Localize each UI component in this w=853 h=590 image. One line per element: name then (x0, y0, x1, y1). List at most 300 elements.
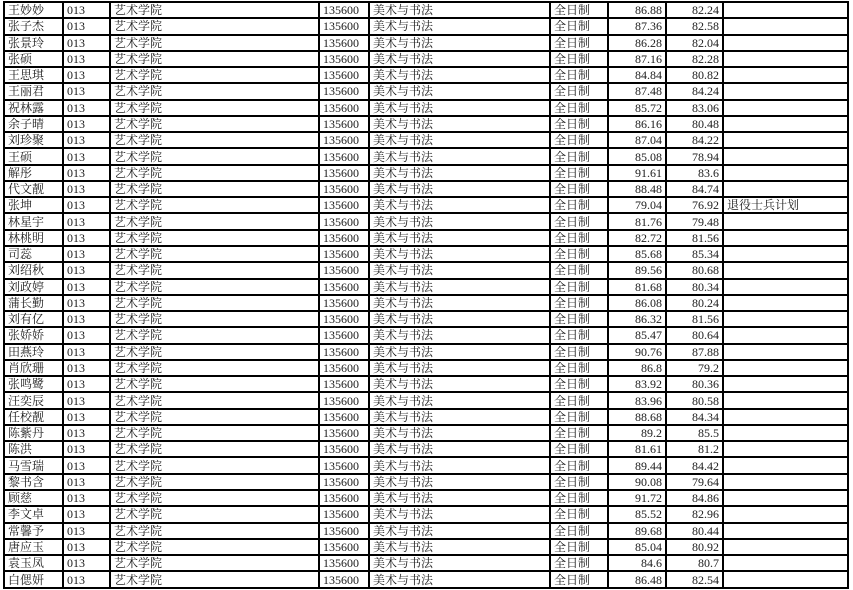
cell-score-2: 80.48 (666, 116, 723, 132)
cell-dept-code: 013 (63, 279, 110, 295)
table-row (4, 392, 848, 408)
cell-score-1: 85.08 (608, 148, 666, 164)
cell-study-type: 全日制 (550, 311, 608, 327)
cell-note (723, 246, 848, 262)
cell-score-1: 81.76 (608, 213, 666, 229)
table-row (4, 213, 848, 229)
cell-note (723, 116, 848, 132)
cell-study-type: 全日制 (550, 279, 608, 295)
cell-major-code: 135600 (319, 2, 369, 18)
table-row (4, 35, 848, 51)
cell-score-2: 80.7 (666, 555, 723, 571)
table-row (4, 555, 848, 571)
cell-college: 艺术学院 (110, 506, 319, 522)
cell-note (723, 409, 848, 425)
cell-score-1: 88.68 (608, 409, 666, 425)
cell-study-type: 全日制 (550, 360, 608, 376)
cell-major-code: 135600 (319, 523, 369, 539)
cell-note (723, 148, 848, 164)
cell-college: 艺术学院 (110, 35, 319, 51)
cell-college: 艺术学院 (110, 67, 319, 83)
cell-major: 美术与书法 (369, 67, 550, 83)
cell-study-type: 全日制 (550, 35, 608, 51)
cell-college: 艺术学院 (110, 181, 319, 197)
cell-score-2: 84.24 (666, 83, 723, 99)
table-row (4, 67, 848, 83)
cell-major-code: 135600 (319, 327, 369, 343)
cell-name: 代文靓 (4, 181, 63, 197)
cell-college: 艺术学院 (110, 457, 319, 473)
cell-name: 林桃明 (4, 230, 63, 246)
cell-dept-code: 013 (63, 132, 110, 148)
cell-major-code: 135600 (319, 246, 369, 262)
table-row (4, 360, 848, 376)
cell-dept-code: 013 (63, 571, 110, 588)
cell-name: 林星宇 (4, 213, 63, 229)
cell-score-1: 79.04 (608, 197, 666, 213)
cell-name: 肖欣珊 (4, 360, 63, 376)
cell-dept-code: 013 (63, 230, 110, 246)
cell-major-code: 135600 (319, 555, 369, 571)
cell-note (723, 376, 848, 392)
cell-study-type: 全日制 (550, 262, 608, 278)
cell-dept-code: 013 (63, 376, 110, 392)
cell-score-1: 86.16 (608, 116, 666, 132)
table-row (4, 506, 848, 522)
cell-major: 美术与书法 (369, 506, 550, 522)
cell-college: 艺术学院 (110, 539, 319, 555)
cell-note (723, 555, 848, 571)
cell-name: 张坤 (4, 197, 63, 213)
cell-score-1: 83.92 (608, 376, 666, 392)
cell-dept-code: 013 (63, 295, 110, 311)
cell-note (723, 262, 848, 278)
cell-study-type: 全日制 (550, 392, 608, 408)
cell-major-code: 135600 (319, 571, 369, 588)
cell-study-type: 全日制 (550, 474, 608, 490)
cell-major: 美术与书法 (369, 181, 550, 197)
cell-name: 祝林露 (4, 100, 63, 116)
cell-score-2: 82.04 (666, 35, 723, 51)
table-row (4, 100, 848, 116)
cell-major-code: 135600 (319, 148, 369, 164)
cell-score-2: 80.34 (666, 279, 723, 295)
results-table-body (4, 2, 848, 588)
cell-study-type: 全日制 (550, 425, 608, 441)
cell-score-1: 86.08 (608, 295, 666, 311)
cell-score-1: 86.28 (608, 35, 666, 51)
cell-study-type: 全日制 (550, 67, 608, 83)
cell-major: 美术与书法 (369, 165, 550, 181)
cell-name: 王丽君 (4, 83, 63, 99)
cell-study-type: 全日制 (550, 295, 608, 311)
cell-major: 美术与书法 (369, 197, 550, 213)
cell-note (723, 213, 848, 229)
table-row (4, 262, 848, 278)
cell-dept-code: 013 (63, 181, 110, 197)
cell-name: 唐应玉 (4, 539, 63, 555)
cell-study-type: 全日制 (550, 148, 608, 164)
cell-major-code: 135600 (319, 230, 369, 246)
cell-dept-code: 013 (63, 474, 110, 490)
cell-name: 蒲长勤 (4, 295, 63, 311)
cell-major: 美术与书法 (369, 539, 550, 555)
cell-note (723, 51, 848, 67)
cell-college: 艺术学院 (110, 376, 319, 392)
cell-major: 美术与书法 (369, 571, 550, 588)
cell-study-type: 全日制 (550, 327, 608, 343)
cell-note (723, 181, 848, 197)
cell-name: 刘珍聚 (4, 132, 63, 148)
cell-score-1: 86.88 (608, 2, 666, 18)
cell-score-2: 84.22 (666, 132, 723, 148)
cell-dept-code: 013 (63, 148, 110, 164)
cell-score-2: 80.44 (666, 523, 723, 539)
cell-study-type: 全日制 (550, 409, 608, 425)
cell-name: 陈洪 (4, 441, 63, 457)
cell-score-1: 84.84 (608, 67, 666, 83)
cell-score-2: 82.24 (666, 2, 723, 18)
cell-major: 美术与书法 (369, 490, 550, 506)
cell-study-type: 全日制 (550, 197, 608, 213)
cell-score-1: 83.96 (608, 392, 666, 408)
cell-score-1: 91.72 (608, 490, 666, 506)
cell-name: 解彤 (4, 165, 63, 181)
cell-score-2: 80.58 (666, 392, 723, 408)
cell-major-code: 135600 (319, 474, 369, 490)
cell-score-1: 86.8 (608, 360, 666, 376)
table-row (4, 571, 848, 588)
cell-major-code: 135600 (319, 311, 369, 327)
cell-major: 美术与书法 (369, 230, 550, 246)
cell-study-type: 全日制 (550, 2, 608, 18)
cell-major: 美术与书法 (369, 35, 550, 51)
cell-major-code: 135600 (319, 376, 369, 392)
cell-note (723, 523, 848, 539)
cell-name: 张硕 (4, 51, 63, 67)
cell-note (723, 506, 848, 522)
cell-score-2: 84.86 (666, 490, 723, 506)
table-row (4, 2, 848, 18)
cell-dept-code: 013 (63, 213, 110, 229)
cell-major: 美术与书法 (369, 132, 550, 148)
cell-name: 顾慈 (4, 490, 63, 506)
cell-note (723, 100, 848, 116)
cell-major: 美术与书法 (369, 18, 550, 34)
cell-study-type: 全日制 (550, 246, 608, 262)
cell-dept-code: 013 (63, 523, 110, 539)
cell-major-code: 135600 (319, 116, 369, 132)
cell-dept-code: 013 (63, 311, 110, 327)
cell-score-1: 90.76 (608, 344, 666, 360)
cell-note (723, 83, 848, 99)
cell-name: 汪奕辰 (4, 392, 63, 408)
cell-name: 张子杰 (4, 18, 63, 34)
cell-note (723, 457, 848, 473)
cell-score-1: 89.2 (608, 425, 666, 441)
cell-major-code: 135600 (319, 100, 369, 116)
cell-dept-code: 013 (63, 360, 110, 376)
table-row (4, 132, 848, 148)
cell-major: 美术与书法 (369, 279, 550, 295)
cell-college: 艺术学院 (110, 523, 319, 539)
cell-score-1: 90.08 (608, 474, 666, 490)
cell-dept-code: 013 (63, 197, 110, 213)
cell-major-code: 135600 (319, 457, 369, 473)
cell-major-code: 135600 (319, 344, 369, 360)
cell-dept-code: 013 (63, 262, 110, 278)
cell-major: 美术与书法 (369, 327, 550, 343)
cell-score-1: 87.16 (608, 51, 666, 67)
cell-dept-code: 013 (63, 165, 110, 181)
cell-dept-code: 013 (63, 344, 110, 360)
cell-name: 任校靓 (4, 409, 63, 425)
cell-study-type: 全日制 (550, 344, 608, 360)
cell-score-1: 89.56 (608, 262, 666, 278)
cell-major: 美术与书法 (369, 425, 550, 441)
cell-dept-code: 013 (63, 490, 110, 506)
cell-name: 陈紫丹 (4, 425, 63, 441)
cell-note (723, 311, 848, 327)
cell-score-2: 83.6 (666, 165, 723, 181)
cell-study-type: 全日制 (550, 181, 608, 197)
cell-note (723, 539, 848, 555)
cell-note (723, 230, 848, 246)
cell-study-type: 全日制 (550, 83, 608, 99)
cell-major-code: 135600 (319, 35, 369, 51)
cell-college: 艺术学院 (110, 279, 319, 295)
cell-name: 李文卓 (4, 506, 63, 522)
cell-score-2: 79.2 (666, 360, 723, 376)
cell-major-code: 135600 (319, 295, 369, 311)
table-row (4, 181, 848, 197)
cell-college: 艺术学院 (110, 2, 319, 18)
table-row (4, 165, 848, 181)
cell-note (723, 2, 848, 18)
cell-study-type: 全日制 (550, 539, 608, 555)
cell-college: 艺术学院 (110, 83, 319, 99)
cell-study-type: 全日制 (550, 116, 608, 132)
cell-note: 退役士兵计划 (723, 197, 848, 213)
cell-score-1: 89.44 (608, 457, 666, 473)
cell-major-code: 135600 (319, 51, 369, 67)
cell-score-1: 87.04 (608, 132, 666, 148)
cell-score-2: 79.48 (666, 213, 723, 229)
cell-score-2: 80.36 (666, 376, 723, 392)
cell-score-2: 80.92 (666, 539, 723, 555)
table-row (4, 441, 848, 457)
cell-college: 艺术学院 (110, 474, 319, 490)
cell-score-2: 80.64 (666, 327, 723, 343)
cell-major-code: 135600 (319, 425, 369, 441)
table-row (4, 425, 848, 441)
cell-major-code: 135600 (319, 213, 369, 229)
cell-major: 美术与书法 (369, 83, 550, 99)
cell-score-1: 88.48 (608, 181, 666, 197)
cell-college: 艺术学院 (110, 425, 319, 441)
cell-study-type: 全日制 (550, 441, 608, 457)
cell-major: 美术与书法 (369, 246, 550, 262)
cell-score-1: 85.72 (608, 100, 666, 116)
cell-major: 美术与书法 (369, 100, 550, 116)
cell-study-type: 全日制 (550, 165, 608, 181)
cell-score-1: 87.36 (608, 18, 666, 34)
cell-note (723, 571, 848, 588)
cell-note (723, 295, 848, 311)
cell-major-code: 135600 (319, 506, 369, 522)
cell-score-1: 85.68 (608, 246, 666, 262)
cell-college: 艺术学院 (110, 360, 319, 376)
cell-major-code: 135600 (319, 83, 369, 99)
table-row (4, 474, 848, 490)
cell-study-type: 全日制 (550, 555, 608, 571)
cell-score-2: 78.94 (666, 148, 723, 164)
cell-major: 美术与书法 (369, 51, 550, 67)
cell-name: 黎书含 (4, 474, 63, 490)
cell-study-type: 全日制 (550, 490, 608, 506)
cell-note (723, 474, 848, 490)
cell-score-1: 81.68 (608, 279, 666, 295)
cell-name: 袁玉凤 (4, 555, 63, 571)
cell-college: 艺术学院 (110, 490, 319, 506)
cell-note (723, 67, 848, 83)
cell-dept-code: 013 (63, 51, 110, 67)
cell-major-code: 135600 (319, 539, 369, 555)
cell-score-2: 76.92 (666, 197, 723, 213)
cell-study-type: 全日制 (550, 100, 608, 116)
cell-name: 白偲妍 (4, 571, 63, 588)
cell-score-1: 85.04 (608, 539, 666, 555)
cell-major-code: 135600 (319, 279, 369, 295)
cell-major-code: 135600 (319, 67, 369, 83)
cell-study-type: 全日制 (550, 230, 608, 246)
table-row (4, 295, 848, 311)
cell-major: 美术与书法 (369, 376, 550, 392)
cell-major-code: 135600 (319, 392, 369, 408)
cell-college: 艺术学院 (110, 571, 319, 588)
table-row (4, 116, 848, 132)
cell-college: 艺术学院 (110, 246, 319, 262)
cell-major: 美术与书法 (369, 360, 550, 376)
cell-college: 艺术学院 (110, 116, 319, 132)
cell-score-2: 82.96 (666, 506, 723, 522)
cell-study-type: 全日制 (550, 523, 608, 539)
cell-study-type: 全日制 (550, 571, 608, 588)
table-row (4, 230, 848, 246)
cell-note (723, 132, 848, 148)
cell-score-2: 81.56 (666, 230, 723, 246)
cell-note (723, 344, 848, 360)
cell-name: 司蕊 (4, 246, 63, 262)
cell-dept-code: 013 (63, 116, 110, 132)
cell-college: 艺术学院 (110, 213, 319, 229)
cell-score-2: 83.06 (666, 100, 723, 116)
table-row (4, 83, 848, 99)
table-row (4, 409, 848, 425)
cell-score-1: 85.47 (608, 327, 666, 343)
cell-college: 艺术学院 (110, 148, 319, 164)
cell-major-code: 135600 (319, 197, 369, 213)
cell-dept-code: 013 (63, 327, 110, 343)
cell-major-code: 135600 (319, 409, 369, 425)
cell-college: 艺术学院 (110, 441, 319, 457)
cell-name: 刘有亿 (4, 311, 63, 327)
cell-major: 美术与书法 (369, 392, 550, 408)
cell-score-2: 84.42 (666, 457, 723, 473)
cell-major-code: 135600 (319, 490, 369, 506)
admission-results-table (3, 1, 849, 589)
cell-college: 艺术学院 (110, 295, 319, 311)
cell-score-1: 89.68 (608, 523, 666, 539)
cell-score-2: 87.88 (666, 344, 723, 360)
cell-major: 美术与书法 (369, 344, 550, 360)
cell-major-code: 135600 (319, 18, 369, 34)
cell-name: 王硕 (4, 148, 63, 164)
cell-score-2: 82.28 (666, 51, 723, 67)
cell-college: 艺术学院 (110, 51, 319, 67)
cell-score-2: 79.64 (666, 474, 723, 490)
cell-study-type: 全日制 (550, 376, 608, 392)
cell-dept-code: 013 (63, 392, 110, 408)
table-row (4, 246, 848, 262)
cell-note (723, 279, 848, 295)
cell-major-code: 135600 (319, 262, 369, 278)
cell-major: 美术与书法 (369, 213, 550, 229)
cell-score-1: 86.48 (608, 571, 666, 588)
cell-study-type: 全日制 (550, 51, 608, 67)
cell-score-1: 81.61 (608, 441, 666, 457)
cell-study-type: 全日制 (550, 213, 608, 229)
cell-score-1: 84.6 (608, 555, 666, 571)
cell-major: 美术与书法 (369, 523, 550, 539)
cell-study-type: 全日制 (550, 132, 608, 148)
cell-score-1: 85.52 (608, 506, 666, 522)
cell-name: 刘绍秋 (4, 262, 63, 278)
cell-major: 美术与书法 (369, 474, 550, 490)
cell-dept-code: 013 (63, 2, 110, 18)
cell-name: 马雪瑞 (4, 457, 63, 473)
cell-dept-code: 013 (63, 246, 110, 262)
cell-major-code: 135600 (319, 132, 369, 148)
cell-dept-code: 013 (63, 35, 110, 51)
cell-name: 田燕玲 (4, 344, 63, 360)
table-row (4, 51, 848, 67)
cell-major: 美术与书法 (369, 148, 550, 164)
table-row (4, 327, 848, 343)
cell-note (723, 490, 848, 506)
cell-major: 美术与书法 (369, 2, 550, 18)
cell-dept-code: 013 (63, 506, 110, 522)
table-row (4, 311, 848, 327)
cell-major: 美术与书法 (369, 311, 550, 327)
cell-major: 美术与书法 (369, 295, 550, 311)
cell-college: 艺术学院 (110, 197, 319, 213)
cell-score-2: 81.2 (666, 441, 723, 457)
table-row (4, 148, 848, 164)
cell-college: 艺术学院 (110, 18, 319, 34)
cell-study-type: 全日制 (550, 457, 608, 473)
cell-score-1: 82.72 (608, 230, 666, 246)
cell-dept-code: 013 (63, 555, 110, 571)
cell-score-2: 84.74 (666, 181, 723, 197)
cell-score-2: 81.56 (666, 311, 723, 327)
cell-name: 余子晴 (4, 116, 63, 132)
cell-college: 艺术学院 (110, 409, 319, 425)
cell-note (723, 441, 848, 457)
cell-dept-code: 013 (63, 18, 110, 34)
table-row (4, 197, 848, 213)
cell-study-type: 全日制 (550, 506, 608, 522)
